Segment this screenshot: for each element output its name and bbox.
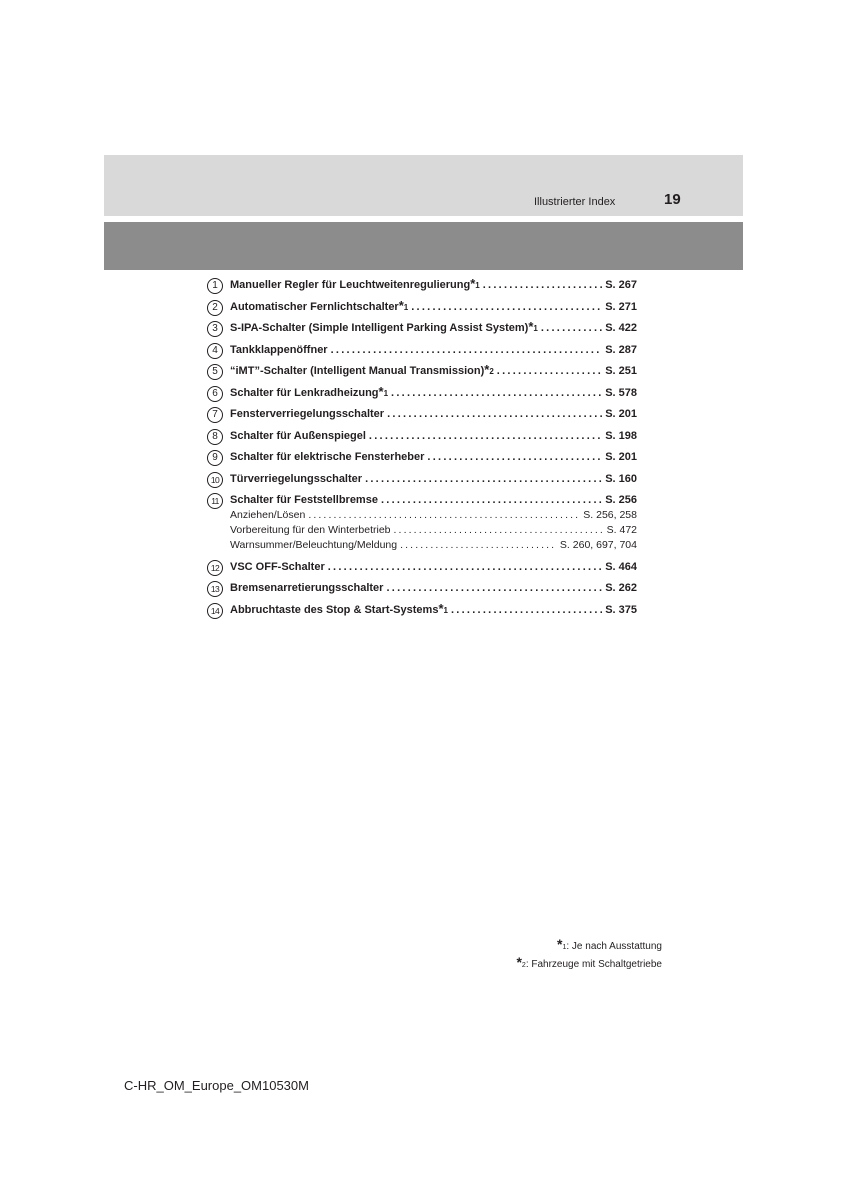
entry-number-badge: 14 [207, 603, 223, 619]
entry-label: Schalter für Feststellbremse [230, 494, 378, 506]
section-title: Illustrierter Index [534, 196, 616, 208]
document-code: C-HR_OM_Europe_OM10530M [124, 1078, 309, 1093]
index-entry [207, 449, 637, 465]
footnote-marker: *1 [438, 600, 448, 616]
index-entry [207, 385, 637, 401]
entry-line [230, 492, 637, 508]
page-reference: S. 201 [605, 451, 637, 463]
entry-label: Automatischer Fernlichtschalter [230, 300, 399, 313]
entry-line [230, 580, 637, 596]
leader-dots [497, 363, 602, 379]
index-entry [207, 428, 637, 444]
footnote-text: : Fahrzeuge mit Schaltgetriebe [525, 959, 662, 970]
entry-number-badge: 10 [207, 472, 223, 488]
entry-label: Fensterverriegelungsschalter [230, 408, 385, 420]
index-entry [207, 406, 637, 422]
leader-dots [365, 471, 602, 487]
entry-line [230, 342, 637, 358]
entry-number-badge: 9 [207, 450, 223, 466]
entry-label: Schalter für elektrische Fensterheber [230, 451, 425, 463]
index-entry [207, 320, 637, 336]
page-reference: S. 256, 258 [583, 509, 637, 521]
leader-dots [451, 602, 602, 618]
header-dark-band [104, 222, 743, 270]
page-reference: S. 260, 697, 704 [559, 539, 637, 551]
entry-number-badge: 12 [207, 560, 223, 576]
entry-line [230, 428, 637, 444]
entry-label: “iMT”-Schalter (Intelligent Manual Transmission) [230, 365, 485, 377]
leader-dots [308, 508, 580, 523]
sub-entry-label: Anziehen/Lösen [230, 509, 306, 521]
sub-entry-label: Warnsummer/Beleuchtung/Meldung [230, 539, 398, 551]
entry-label: Manueller Regler für Leuchtweitenregulierung [230, 279, 471, 291]
index-entry [207, 602, 637, 618]
footnote: *2: Fahrzeuge mit Schaltgetriebe [516, 954, 662, 970]
index-entry [207, 580, 637, 596]
leader-dots [391, 385, 602, 401]
index-entry [207, 277, 637, 293]
entry-label: S-IPA-Schalter (Simple Intelligent Parking Assist System) [230, 322, 529, 334]
page-number: 19 [664, 191, 681, 208]
leader-dots [427, 449, 602, 465]
entry-number-badge: 8 [207, 429, 223, 445]
page-reference: S. 287 [605, 343, 637, 356]
leader-dots [400, 538, 557, 553]
entry-line [230, 385, 637, 401]
entry-number-badge: 7 [207, 407, 223, 423]
index-entry [207, 559, 637, 575]
leader-dots [394, 523, 604, 538]
page-reference: S. 160 [605, 472, 637, 485]
entry-number-badge: 13 [207, 581, 223, 597]
page-reference: S. 256 [605, 494, 637, 506]
page-reference: S. 271 [605, 300, 637, 313]
footnotes [440, 937, 662, 973]
entry-number-badge: 6 [207, 386, 223, 402]
page-reference: S. 422 [605, 322, 637, 334]
footnote-marker: *1 [398, 297, 409, 313]
footnote-mark: 2 [521, 962, 526, 969]
entry-line [230, 471, 637, 487]
sub-entry [230, 538, 637, 553]
entry-label: Türverriegelungsschalter [230, 472, 363, 485]
page-reference: S. 198 [605, 429, 637, 442]
index-entry [207, 299, 637, 315]
entry-line [230, 277, 637, 293]
page-reference: S. 201 [605, 408, 637, 420]
index-entry [207, 342, 637, 358]
leader-dots [483, 277, 602, 293]
leader-dots [328, 559, 602, 575]
entry-label: Bremsenarretierungsschalter [230, 582, 384, 594]
page-reference: S. 267 [605, 279, 637, 291]
entry-line [230, 559, 637, 575]
leader-dots [381, 492, 602, 508]
entry-label: Schalter für Außenspiegel [230, 429, 366, 442]
page-reference: S. 464 [605, 560, 637, 573]
footnote-marker: *2 [484, 362, 494, 377]
entry-label: Abbruchtaste des Stop & Start-Systems [230, 603, 439, 616]
leader-dots [387, 406, 602, 422]
footnote-marker: *1 [528, 319, 538, 334]
entry-line [230, 602, 637, 618]
footnote-text: : Je nach Ausstattung [566, 941, 662, 952]
entry-line [230, 320, 637, 336]
footnote-marker: *1 [378, 383, 389, 399]
entry-line [230, 449, 637, 465]
leader-dots [541, 320, 602, 336]
footnote-mark: 1 [562, 944, 567, 951]
page-reference: S. 578 [605, 386, 637, 399]
page-reference: S. 251 [605, 365, 637, 377]
entry-number-badge: 3 [207, 321, 223, 337]
entry-number-badge: 2 [207, 300, 223, 316]
entry-label: VSC OFF-Schalter [230, 560, 325, 573]
leader-dots [369, 428, 602, 444]
entry-number-badge: 5 [207, 364, 223, 380]
sub-entry [230, 523, 637, 538]
footnote: *1: Je nach Ausstattung [557, 936, 662, 952]
sub-entry-label: Vorbereitung für den Winterbetrieb [230, 524, 391, 536]
leader-dots [386, 580, 602, 596]
header-band [104, 155, 743, 216]
entry-line [230, 406, 637, 422]
entry-number-badge: 1 [207, 278, 223, 294]
sub-entry [230, 508, 637, 523]
page-reference: S. 472 [606, 524, 637, 536]
footnote-marker: *1 [470, 276, 480, 291]
index-entry [207, 363, 637, 379]
entry-label: Schalter für Lenkradheizung [230, 386, 379, 399]
entry-label: Tankklappenöffner [230, 343, 328, 356]
leader-dots [331, 342, 603, 358]
index-entry [207, 492, 637, 553]
page-reference: S. 262 [605, 582, 637, 594]
index-entry [207, 471, 637, 487]
entry-number-badge: 11 [207, 493, 223, 509]
index-list [207, 277, 637, 623]
leader-dots [411, 299, 602, 315]
page-reference: S. 375 [605, 603, 637, 616]
entry-number-badge: 4 [207, 343, 223, 359]
entry-line [230, 363, 637, 379]
entry-line [230, 299, 637, 315]
